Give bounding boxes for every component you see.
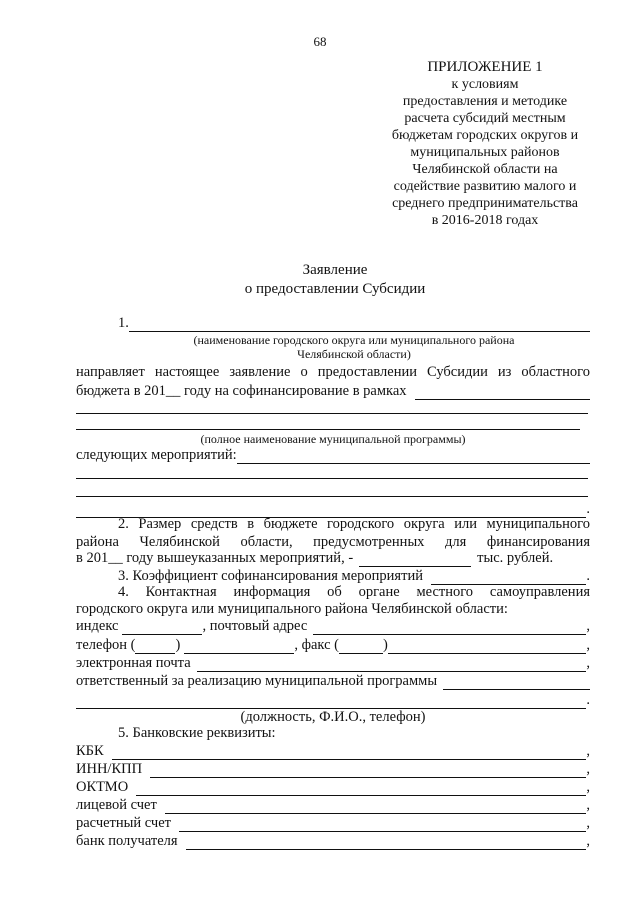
bank-row-inn [76, 760, 590, 778]
appendix-line: Челябинской области на [412, 162, 558, 177]
coefficient-label: 3. Коэффициент софинансирования мероприятий [118, 568, 423, 584]
responsible-field[interactable] [443, 676, 590, 690]
appendix-line: в 2016-2018 годах [431, 213, 539, 228]
section-2-amount-row [76, 549, 590, 567]
events-field-line-3[interactable] [76, 496, 588, 497]
municipality-row [118, 314, 590, 332]
bank-label-inn: ИНН/КПП [76, 761, 143, 777]
bank-label-oktmo: ОКТМО [76, 779, 129, 795]
appendix-line: содействие развитию малого и [393, 179, 577, 194]
bank-row-oktmo [76, 778, 590, 796]
inn-kpp-field[interactable] [150, 764, 586, 778]
oktmo-field[interactable] [136, 782, 586, 796]
recipient-bank-field[interactable] [186, 836, 587, 850]
bank-label-personal-account: лицевой счет [76, 797, 157, 813]
section-1-number: 1. [118, 315, 129, 331]
phone-label: телефон ( [76, 637, 136, 653]
index-field[interactable] [122, 621, 202, 635]
bank-comma: , [586, 743, 590, 759]
municipality-name-field[interactable] [129, 318, 590, 332]
email-label: электронная почта [76, 655, 191, 671]
appendix-block [355, 59, 615, 229]
amount-unit: тыс. рублей. [477, 550, 554, 566]
section-4-line-2: городского округа или муниципального района Челябинской области: [76, 601, 508, 617]
section-1-text-line-2: бюджета в 201__ году на софинансирование в рамках [76, 383, 407, 399]
fax-code-field[interactable] [339, 640, 383, 654]
phone-row [76, 636, 590, 654]
bank-comma: , [586, 761, 590, 777]
appendix-heading: ПРИЛОЖЕНИЕ 1 [427, 59, 543, 75]
kbk-field[interactable] [112, 746, 587, 760]
position-caption: (должность, Ф.И.О., телефон) [240, 709, 426, 725]
program-field[interactable] [415, 386, 590, 400]
section-4-line-1: 4. Контактная информация об органе местного самоуправления [118, 584, 590, 600]
phone-code-field[interactable] [135, 640, 175, 654]
index-row [76, 617, 590, 635]
bank-details-heading: 5. Банковские реквизиты: [118, 725, 276, 741]
email-row-comma: , [586, 655, 590, 671]
page-number: 68 [313, 34, 327, 49]
bank-label-kbk: КБК [76, 743, 104, 759]
appendix-line: предоставления и методике [402, 94, 568, 109]
bank-label-settlement-account: расчетный счет [76, 815, 171, 831]
responsible-row [76, 672, 590, 690]
fax-label: , факс ( [294, 637, 339, 653]
amount-field[interactable] [359, 553, 471, 567]
events-end-mark: . [586, 501, 590, 517]
bank-row-kbk [76, 742, 590, 760]
bank-label-bank: банк получателя [76, 833, 178, 849]
email-row [76, 654, 590, 672]
responsible-label: ответственный за реализацию муниципальной программы [76, 673, 438, 689]
fax-number-field[interactable] [388, 640, 587, 654]
postal-address-field[interactable] [313, 621, 586, 635]
section-1-text-line-1: направляет настоящее заявление о предоставлении Субсидии из областного [76, 364, 590, 380]
events-row [76, 446, 590, 464]
municipality-caption-2: Челябинской области) [297, 347, 411, 361]
bank-comma: , [586, 815, 590, 831]
bank-row-settlement-account [76, 814, 590, 832]
coefficient-end: . [586, 568, 590, 584]
bank-comma: , [586, 833, 590, 849]
phone-row-comma: , [586, 637, 590, 653]
appendix-line: бюджетам городских округов и [391, 128, 579, 143]
bank-row-personal-account [76, 796, 590, 814]
section-2-line-3: в 201__ году вышеуказанных мероприятий, - [76, 550, 354, 566]
events-field[interactable] [237, 450, 590, 464]
index-row-comma: , [586, 618, 590, 634]
index-label: индекс [76, 618, 119, 634]
appendix-line: муниципальных районов [410, 145, 560, 160]
document-title: Заявление [302, 262, 368, 278]
section-2-line-1: 2. Размер средств в бюджете городского округа или муниципального [118, 516, 590, 532]
email-field[interactable] [197, 658, 587, 672]
program-row [76, 382, 590, 400]
bank-comma: , [586, 779, 590, 795]
phone-number-field[interactable] [184, 640, 294, 654]
events-label: следующих мероприятий: [76, 447, 237, 463]
responsible-field-line-2[interactable] [76, 695, 586, 709]
appendix-line: к условиям [451, 77, 519, 92]
settlement-account-field[interactable] [179, 818, 586, 832]
municipality-caption-1: (наименование городского округа или муниципального района [193, 333, 515, 347]
bank-row-bank [76, 832, 590, 850]
program-caption: (полное наименование муниципальной программы) [200, 432, 466, 446]
phone-paren: ) [175, 637, 181, 653]
coefficient-field[interactable] [431, 571, 586, 585]
appendix-line: среднего предпринимательства [392, 196, 578, 211]
responsible-row-2 [76, 691, 590, 709]
coefficient-row [118, 567, 590, 585]
appendix-line: расчета субсидий местным [404, 111, 566, 126]
personal-account-field[interactable] [165, 800, 587, 814]
fax-paren: ) [382, 637, 388, 653]
bank-comma: , [586, 797, 590, 813]
postal-label: , почтовый адрес [202, 618, 308, 634]
section-2-line-2: района Челябинской области, предусмотренных для финансирования [76, 534, 590, 550]
responsible-end: . [586, 692, 590, 708]
events-field-line-2[interactable] [76, 478, 588, 479]
program-field-line-2[interactable] [76, 413, 588, 414]
document-subtitle: о предоставлении Субсидии [244, 281, 426, 297]
program-field-line-3[interactable] [76, 429, 580, 430]
